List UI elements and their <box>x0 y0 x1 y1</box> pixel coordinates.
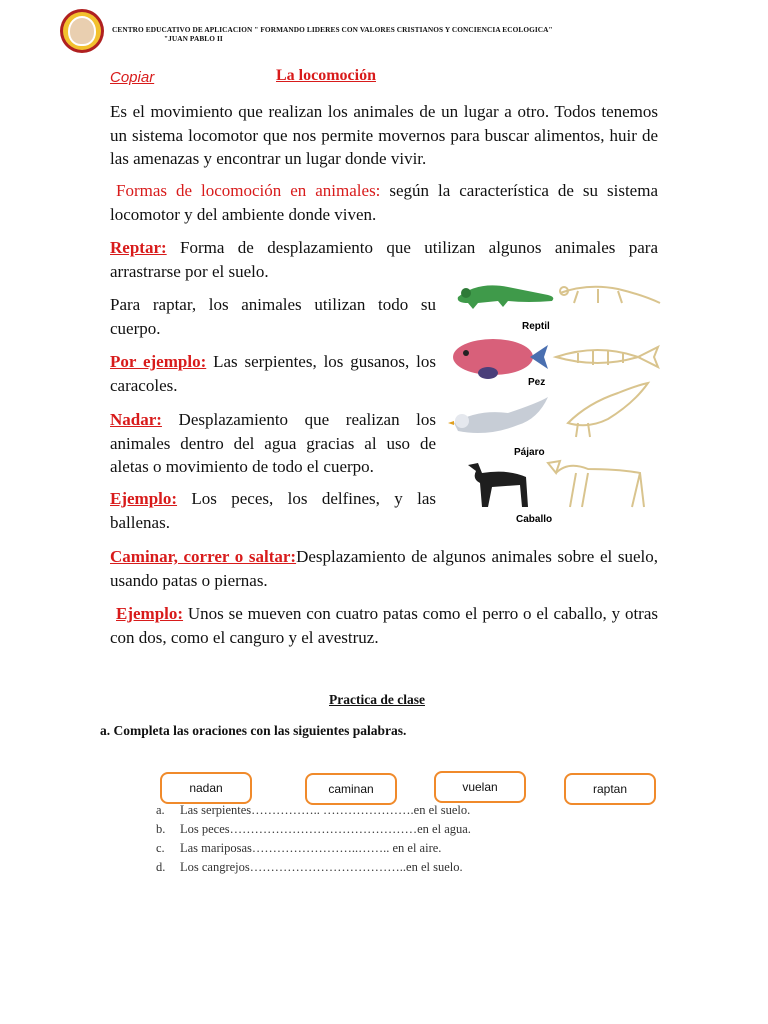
horse-skeleton-icon <box>548 461 644 507</box>
caption-reptil: Reptil <box>522 321 550 332</box>
word-box-raptan: raptan <box>564 773 656 805</box>
caminar-text: Desplazamiento de algunos animales sobre el suelo, usando patas o piernas. <box>110 547 659 590</box>
practice-instruction: a. Completa las oraciones con las siguientes palabras. <box>100 723 407 738</box>
nadar-paragraph <box>110 408 436 479</box>
formas-paragraph <box>110 179 658 226</box>
caminar-paragraph <box>110 545 658 592</box>
caption-pajaro: Pájaro <box>514 447 545 458</box>
fish-icon <box>453 339 548 379</box>
locomotion-figure <box>448 273 662 527</box>
caption-caballo: Caballo <box>516 514 553 525</box>
sentence-c: c. Las mariposas……………………..…….. en el aire. <box>156 841 442 855</box>
ejemplo2-text: Los peces, los delfines, y las ballenas. <box>110 489 436 532</box>
sentence-b: b. Los peces………………………………………en el agua. <box>156 822 471 836</box>
ejemplo1-label: Por ejemplo: <box>110 352 207 371</box>
bird-skeleton-icon <box>568 383 648 437</box>
formas-text: según la característica de su sistema locomotor y del ambiente donde viven. <box>110 181 658 224</box>
ejemplo1-paragraph <box>110 350 436 397</box>
intro-paragraph: Es el movimiento que realizan los animales de un lugar a otro. Todos tenemos un sistema locomotor que nos permite movernos para buscar alimentos, huir de las amenazas y encontrar un lugar donde vivir. <box>110 102 658 168</box>
raptar-paragraph: Para raptar, los animales utilizan todo su cuerpo. <box>110 295 436 338</box>
word-box-nadan: nadan <box>160 772 252 804</box>
pope-portrait-icon <box>68 16 96 46</box>
locomotion-illustration <box>448 273 662 527</box>
ejemplo2-paragraph <box>110 487 436 534</box>
bird-icon <box>448 397 548 433</box>
ejemplo3-text: Unos se mueven con cuatro patas como el perro o el caballo, y otras con dos, como el canguro y el avestruz. <box>110 604 658 647</box>
word-box-caminan: caminan <box>305 773 397 805</box>
reptar-text: Forma de desplazamiento que utilizan algunos animales para arrastrarse por el suelo. <box>110 238 658 281</box>
word-box-vuelan: vuelan <box>434 771 526 803</box>
school-header <box>112 25 553 43</box>
practice-heading: Practica de clase <box>329 692 425 707</box>
caption-pez: Pez <box>528 377 546 388</box>
ejemplo1-text: Las serpientes, los gusanos, los caracoles. <box>110 352 436 395</box>
sentence-a: a. Las serpientes…………….. ………………….en el suelo. <box>156 803 471 817</box>
nadar-label: Nadar: <box>110 410 162 429</box>
sentence-list <box>156 801 471 877</box>
iguana-icon <box>458 285 554 309</box>
ejemplo3-label: Ejemplo: <box>116 604 184 623</box>
page-title: La locomoción <box>276 67 376 84</box>
caminar-label: Caminar, correr o saltar: <box>110 547 297 566</box>
reptile-skeleton-icon <box>560 287 660 303</box>
fish-skeleton-icon <box>556 347 658 367</box>
sentence-d: d. Los cangrejos………………………………..en el suelo. <box>156 860 463 874</box>
nadar-text: Desplazamiento que realizan los animales dentro del agua gracias al uso de aletas o movimiento de todo el cuerpo. <box>110 410 436 476</box>
ejemplo3-paragraph <box>110 602 658 649</box>
ejemplo2-label: Ejemplo: <box>110 489 178 508</box>
reptar-label: Reptar: <box>110 238 167 257</box>
school-logo <box>60 9 104 53</box>
header-line-2: "JUAN PABLO II <box>164 34 223 43</box>
horse-icon <box>468 463 528 507</box>
copiar-label: Copiar <box>110 69 155 86</box>
formas-label: Formas de locomoción en animales: <box>116 181 381 200</box>
header-line-1: CENTRO EDUCATIVO DE APLICACION " FORMANDO LIDERES CON VALORES CRISTIANOS Y CONCIENCIA ECOLOGICA" <box>112 25 553 34</box>
